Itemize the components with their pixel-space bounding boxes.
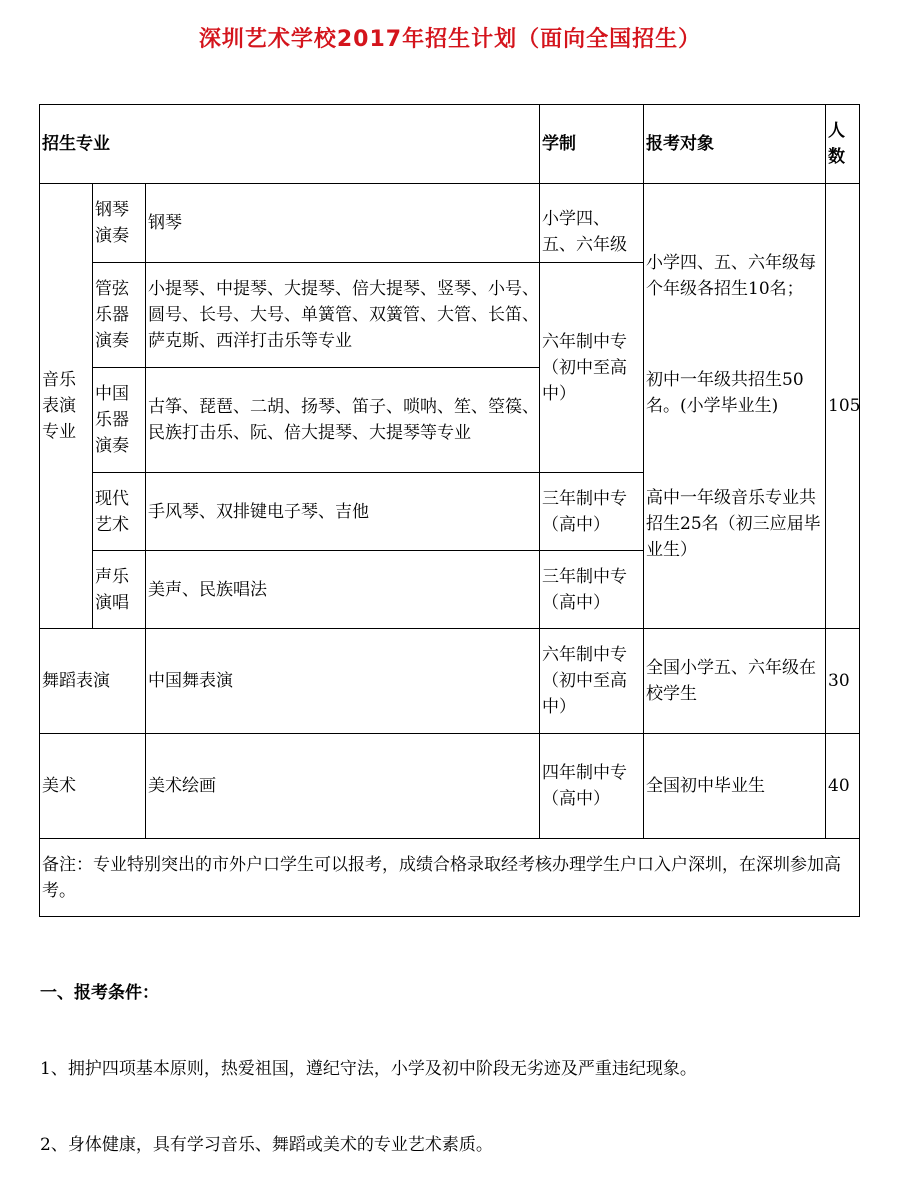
- major-detail: 中国舞表演: [146, 629, 540, 734]
- table-row: [40, 629, 860, 734]
- target-cell: 全国初中毕业生: [644, 734, 826, 839]
- art-category: 美术: [40, 734, 146, 839]
- header-duration: 学制: [540, 105, 644, 184]
- condition-item: 2、身体健康，具有学习音乐、舞蹈或美术的专业艺术素质。: [40, 1135, 493, 1155]
- count-cell: 30: [826, 629, 860, 734]
- dance-category: 舞蹈表演: [40, 629, 146, 734]
- major-detail: 钢琴: [146, 184, 540, 263]
- music-target: 初中一年级共招生50名。(小学毕业生): [646, 370, 804, 416]
- table-note: 备注：专业特别突出的市外户口学生可以报考，成绩合格录取经考核办理学生户口入户深圳，在深圳参加高考。: [40, 839, 860, 917]
- subcategory: 管弦乐器演奏: [93, 263, 146, 368]
- subcategory: 钢琴演奏: [93, 184, 146, 263]
- table-row: [40, 734, 860, 839]
- condition-item: 1、拥护四项基本原则，热爱祖国，遵纪守法，小学及初中阶段无劣迹及严重违纪现象。: [40, 1059, 697, 1079]
- duration-cell: 三年制中专（高中）: [540, 551, 644, 629]
- major-detail: 手风琴、双排键电子琴、吉他: [146, 473, 540, 551]
- target-cell: 全国小学五、六年级在校学生: [644, 629, 826, 734]
- enrollment-table: [39, 104, 860, 917]
- table-row: [40, 839, 860, 917]
- section-heading: 一、报考条件：: [40, 983, 159, 1003]
- major-detail: 美术绘画: [146, 734, 540, 839]
- major-detail: 美声、民族唱法: [146, 551, 540, 629]
- music-target: 高中一年级音乐专业共招生25名（初三应届毕业生）: [646, 487, 821, 560]
- duration-cell: 小学四、五、六年级: [540, 184, 644, 263]
- duration-cell: 四年制中专（高中）: [540, 734, 644, 839]
- duration-cell: 六年制中专（初中至高中）: [540, 263, 644, 473]
- subcategory: 现代艺术: [93, 473, 146, 551]
- page-title: 深圳艺术学校2017年招生计划（面向全国招生）: [198, 27, 702, 52]
- count-cell: 40: [826, 734, 860, 839]
- table-row: [40, 184, 860, 263]
- music-count: 105: [826, 184, 860, 629]
- header-major: 招生专业: [40, 105, 540, 184]
- major-detail: 古筝、琵琶、二胡、扬琴、笛子、唢呐、笙、箜篌、民族打击乐、阮、倍大提琴、大提琴等专业: [146, 368, 540, 473]
- duration-cell: 三年制中专（高中）: [540, 473, 644, 551]
- header-target: 报考对象: [644, 105, 826, 184]
- header-count: 人数: [826, 105, 860, 184]
- music-target: 小学四、五、六年级每个年级各招生10名；: [646, 252, 817, 299]
- subcategory: 中国乐器演奏: [93, 368, 146, 473]
- table-header-row: [40, 105, 860, 184]
- major-detail: 小提琴、中提琴、大提琴、倍大提琴、竖琴、小号、圆号、长号、大号、单簧管、双簧管、大管、长笛、萨克斯、西洋打击乐等专业: [146, 263, 540, 368]
- music-target-cell: [644, 184, 826, 629]
- subcategory: 声乐演唱: [93, 551, 146, 629]
- duration-cell: 六年制中专（初中至高中）: [540, 629, 644, 734]
- music-category: 音乐表演专业: [40, 184, 93, 629]
